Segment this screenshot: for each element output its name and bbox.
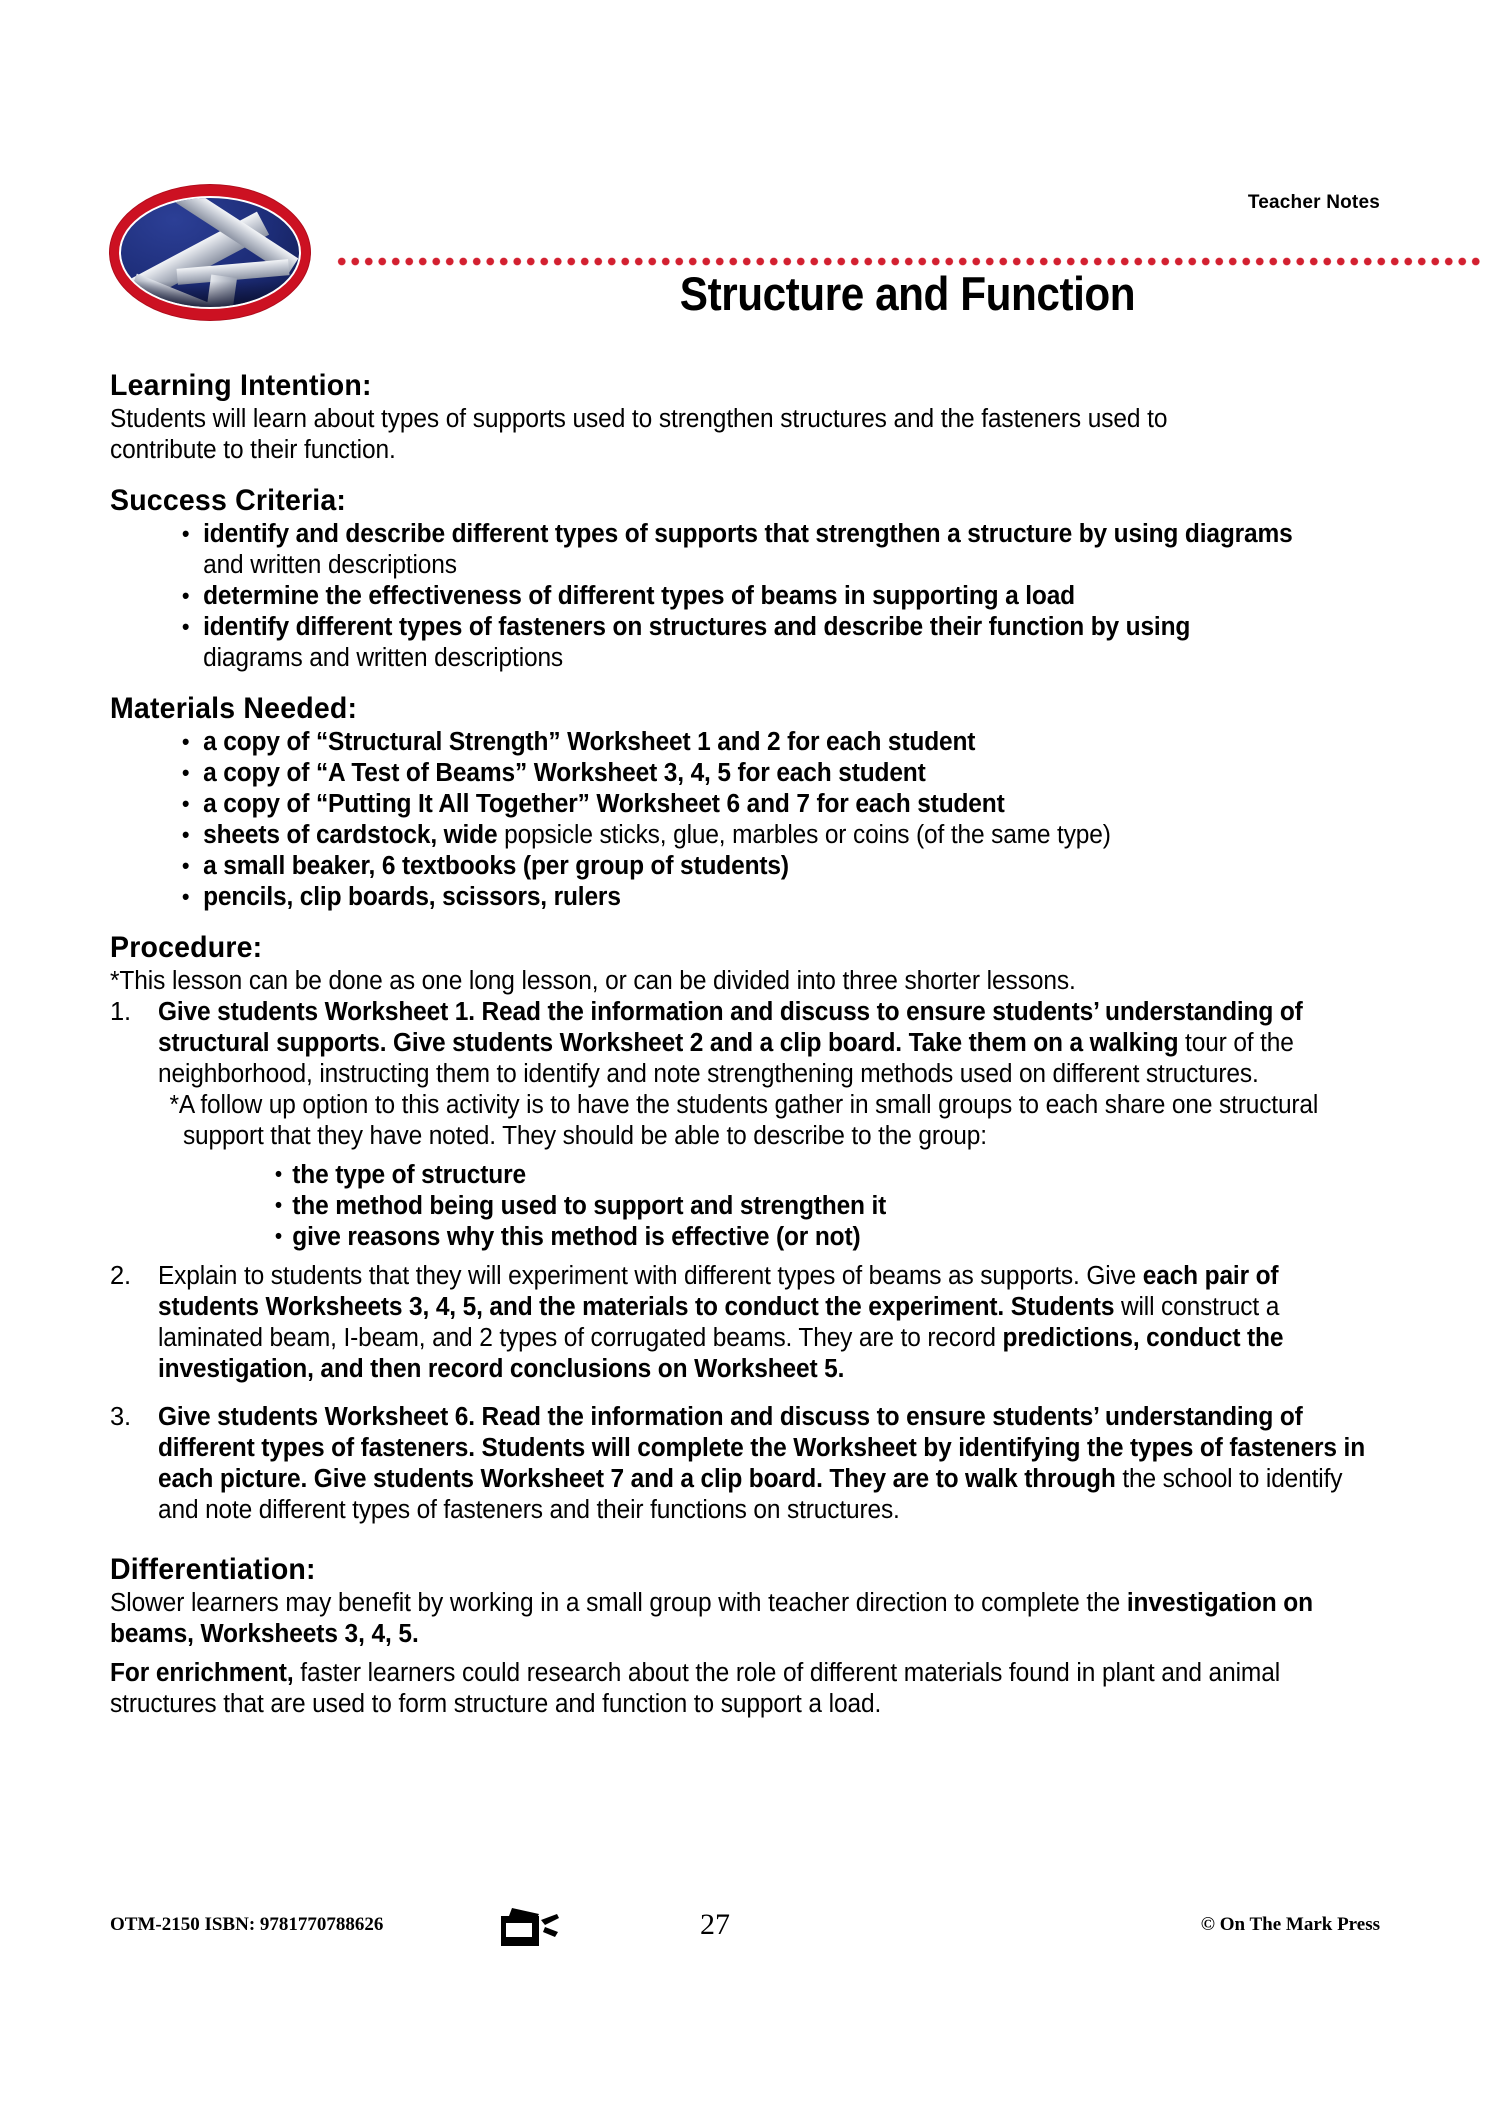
footer-copyright: © On The Mark Press bbox=[1200, 1914, 1380, 1935]
procedure-step-3-number: 3. bbox=[110, 1403, 131, 1431]
page-footer bbox=[110, 1908, 1380, 1958]
page-title: Structure and Function bbox=[679, 267, 1136, 320]
list-item bbox=[182, 727, 1399, 758]
list-item bbox=[182, 612, 1399, 674]
success-criteria-item-3-bold: identify different types of fasteners on structures and describe their function by using bbox=[203, 613, 1191, 641]
procedure-step-2-body bbox=[158, 1261, 1378, 1385]
differentiation-heading: Differentiation: bbox=[110, 1553, 316, 1586]
procedure-step-2 bbox=[110, 1261, 1380, 1385]
procedure-step-1-number: 1. bbox=[110, 998, 131, 1026]
procedure-steps-continued-2 bbox=[110, 1402, 1380, 1526]
learning-intention-heading: Learning Intention: bbox=[110, 369, 372, 402]
procedure-step-3-regular: the school to identify and note different types of fasteners and their functions on structures. bbox=[158, 1465, 1343, 1524]
procedure-step-1-subbullets bbox=[110, 1160, 1380, 1253]
material-item-4-bold: sheets of cardstock, wide bbox=[203, 821, 498, 849]
red-dotted-divider bbox=[335, 257, 1480, 266]
procedure-step-1-regular: tour of the neighborhood, instructing them to identify and note strengthening methods used on different structures. bbox=[158, 1029, 1294, 1088]
differentiation-p2-regular: faster learners could research about the role of different materials found in plant and animal structures that are used to form structure and function to support a load. bbox=[110, 1659, 1281, 1718]
material-item-3: a copy of “Putting It All Together” Worksheet 6 and 7 for each student bbox=[203, 790, 1005, 818]
material-item-2: a copy of “A Test of Beams” Worksheet 3, 4, 5 for each student bbox=[203, 759, 926, 787]
material-item-6: pencils, clip boards, scissors, rulers bbox=[203, 883, 621, 911]
success-criteria-item-2-bold: determine the effectiveness of different types of beams in supporting a load bbox=[203, 582, 1075, 610]
success-criteria-item-1-cont: and written descriptions bbox=[203, 551, 457, 579]
list-item bbox=[182, 882, 1399, 913]
procedure-heading: Procedure: bbox=[110, 931, 263, 964]
procedure-step-2-number: 2. bbox=[110, 1262, 131, 1290]
learning-intention-line-1: Students will learn about types of supports used to strengthen structures and the fasteners used to bbox=[110, 405, 1168, 433]
procedure-step-2-regular-a: Explain to students that they will experiment with different types of beams as supports. Give bbox=[158, 1262, 1143, 1290]
success-criteria-heading: Success Criteria: bbox=[110, 484, 347, 517]
material-item-4-regular: popsicle sticks, glue, marbles or coins (of the same type) bbox=[497, 821, 1111, 849]
procedure-step-2-bold-b: predictions, conduct the investigation, and then record conclusions on Worksheet 5. bbox=[158, 1324, 1284, 1383]
list-item bbox=[182, 820, 1399, 851]
page-header bbox=[110, 185, 1380, 335]
procedure-steps-continued bbox=[110, 1261, 1380, 1385]
list-item bbox=[182, 789, 1399, 820]
list-item: • give reasons why this method is effective (or not) bbox=[275, 1222, 1336, 1253]
materials-needed-list bbox=[110, 727, 1380, 913]
list-item bbox=[182, 581, 1399, 612]
list-item bbox=[182, 758, 1399, 789]
page-number: 27 bbox=[700, 1908, 730, 1941]
list-item bbox=[182, 519, 1399, 581]
list-item: • the type of structure bbox=[275, 1160, 1336, 1191]
procedure-step-2-regular-b: will construct a laminated beam, I-beam, and 2 types of corrugated beams. They are to record bbox=[158, 1293, 1280, 1352]
procedure-steps bbox=[110, 997, 1380, 1090]
procedure-step-1-body bbox=[158, 997, 1378, 1090]
material-item-1: a copy of “Structural Strength” Worksheet 1 and 2 for each student bbox=[203, 728, 976, 756]
procedure-step-1 bbox=[110, 997, 1380, 1090]
procedure-step-3-bold: Give students Worksheet 6. Read the information and discuss to ensure students’ understanding of different types of fasteners. Students will complete the Worksheet by identifying the types of fasteners in each picture. Give students Worksheet 7 and a clip board. They are to walk through bbox=[158, 1403, 1366, 1493]
materials-needed-heading: Materials Needed: bbox=[110, 692, 358, 725]
success-criteria-item-1-bold: identify and describe different types of supports that strengthen a structure by using diagrams bbox=[203, 520, 1293, 548]
document-content bbox=[110, 368, 1380, 1720]
material-item-5: a small beaker, 6 textbooks (per group of students) bbox=[203, 852, 789, 880]
logo-inner-photo bbox=[119, 196, 301, 309]
success-criteria-item-3-cont: diagrams and written descriptions bbox=[203, 644, 564, 672]
differentiation-p1-regular: Slower learners may benefit by working in a small group with teacher direction to complete the bbox=[110, 1589, 1127, 1617]
structure-photo-oval-logo bbox=[110, 185, 310, 320]
procedure-step-2-bold-a: each pair of students Worksheets 3, 4, 5, and the materials to conduct the experiment. Students bbox=[158, 1262, 1279, 1321]
success-criteria-list bbox=[110, 519, 1380, 674]
teacher-notes-label: Teacher Notes bbox=[1247, 192, 1380, 213]
differentiation-p1-bold: investigation on beams, Worksheets 3, 4, 5. bbox=[110, 1589, 1313, 1648]
learning-intention-line-2: contribute to their function. bbox=[110, 436, 396, 464]
procedure-step-1-followup-note: *A follow up option to this activity is to have the students gather in small groups to each share one structural support that they have noted. They should be able to describe to the group: bbox=[169, 1091, 1319, 1150]
differentiation-paragraph-1 bbox=[110, 1588, 1378, 1650]
procedure-step-1-bold: Give students Worksheet 1. Read the information and discuss to ensure students’ understanding of structural supports. Give students Worksheet 2 and a clip board. Take them on a walking bbox=[158, 998, 1303, 1057]
footer-isbn: OTM-2150 ISBN: 9781770788626 bbox=[110, 1914, 384, 1935]
procedure-step-3-body bbox=[158, 1402, 1378, 1526]
list-item: • the method being used to support and strengthen it bbox=[275, 1191, 1336, 1222]
procedure-intro-note: *This lesson can be done as one long lesson, or can be divided into three shorter lessons. bbox=[110, 967, 1076, 995]
procedure-step-3 bbox=[110, 1402, 1380, 1526]
differentiation-p2-bold: For enrichment, bbox=[110, 1659, 294, 1687]
list-item bbox=[182, 851, 1399, 882]
differentiation-paragraph-2 bbox=[110, 1658, 1378, 1720]
